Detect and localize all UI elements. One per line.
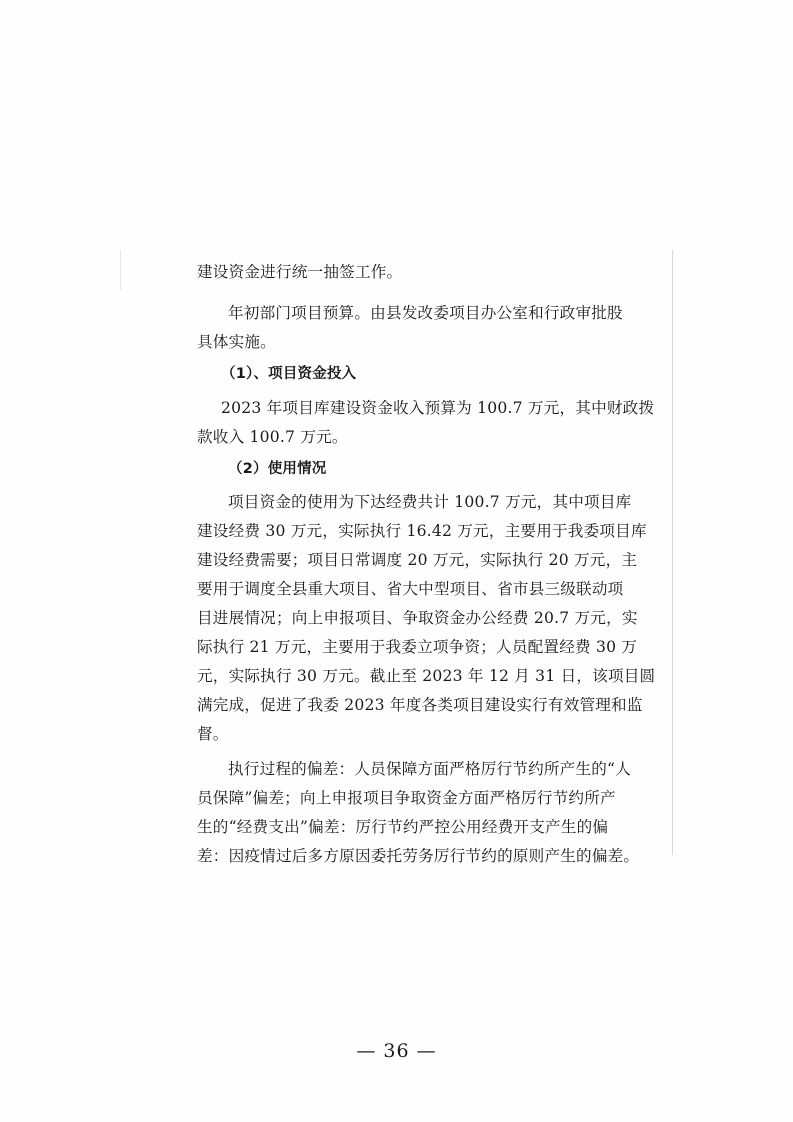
- paragraph-line: 2023 年项目库建设资金收入预算为 100.7 万元，其中财政拨: [221, 399, 655, 417]
- paragraph-line: 建设经费需要；项目日常调度 20 万元，实际执行 20 万元，主: [197, 551, 638, 569]
- paragraph-line: 建设经费 30 万元，实际执行 16.42 万元，主要用于我委项目库: [197, 522, 647, 540]
- paragraph-line: 项目资金的使用为下达经费共计 100.7 万元，其中项目库: [228, 493, 632, 511]
- document-body: [197, 258, 656, 871]
- paragraph-line: 督。: [197, 725, 229, 743]
- paragraph-line: 执行过程的偏差：人员保障方面严格厉行节约所产生的“人: [228, 760, 632, 778]
- paragraph-line: 满完成，促进了我委 2023 年度各类项目建设实行有效管理和监: [197, 696, 643, 714]
- paragraph-line: 目进展情况；向上申报项目、争取资金办公经费 20.7 万元，实: [197, 609, 638, 627]
- page-number: — 36 —: [356, 1040, 437, 1062]
- paragraph-line: 年初部门项目预算。由县发改委项目办公室和行政审批股: [228, 304, 623, 322]
- section-heading: （1）、项目资金投入: [221, 366, 357, 382]
- paragraph-line: 具体实施。: [197, 333, 276, 351]
- paragraph-line: 际执行 21 万元，主要用于我委立项争资；人员配置经费 30 万: [197, 638, 638, 656]
- paragraph-line: 生的“经费支出”偏差：厉行节约严控公用经费开支产生的偏: [197, 818, 609, 836]
- paragraph-line: 元，实际执行 30 万元。截止至 2023 年 12 月 31 日，该项目圆: [197, 667, 656, 685]
- paragraph-line: 建设资金进行统一抽签工作。: [197, 263, 403, 281]
- scan-edge-right: [672, 250, 673, 855]
- paragraph-line: 员保障”偏差；向上申报项目争取资金方面严格厉行节约所产: [197, 789, 616, 807]
- section-heading: （2）使用情况: [228, 461, 327, 477]
- paragraph-line: 款收入 100.7 万元。: [197, 428, 348, 446]
- paragraph-line: 要用于调度全县重大项目、省大中型项目、省市县三级联动项: [197, 580, 624, 598]
- paragraph-line: 差：因疫情过后多方原因委托劳务厉行节约的原则产生的偏差。: [197, 847, 640, 865]
- scan-edge-left: [120, 250, 121, 290]
